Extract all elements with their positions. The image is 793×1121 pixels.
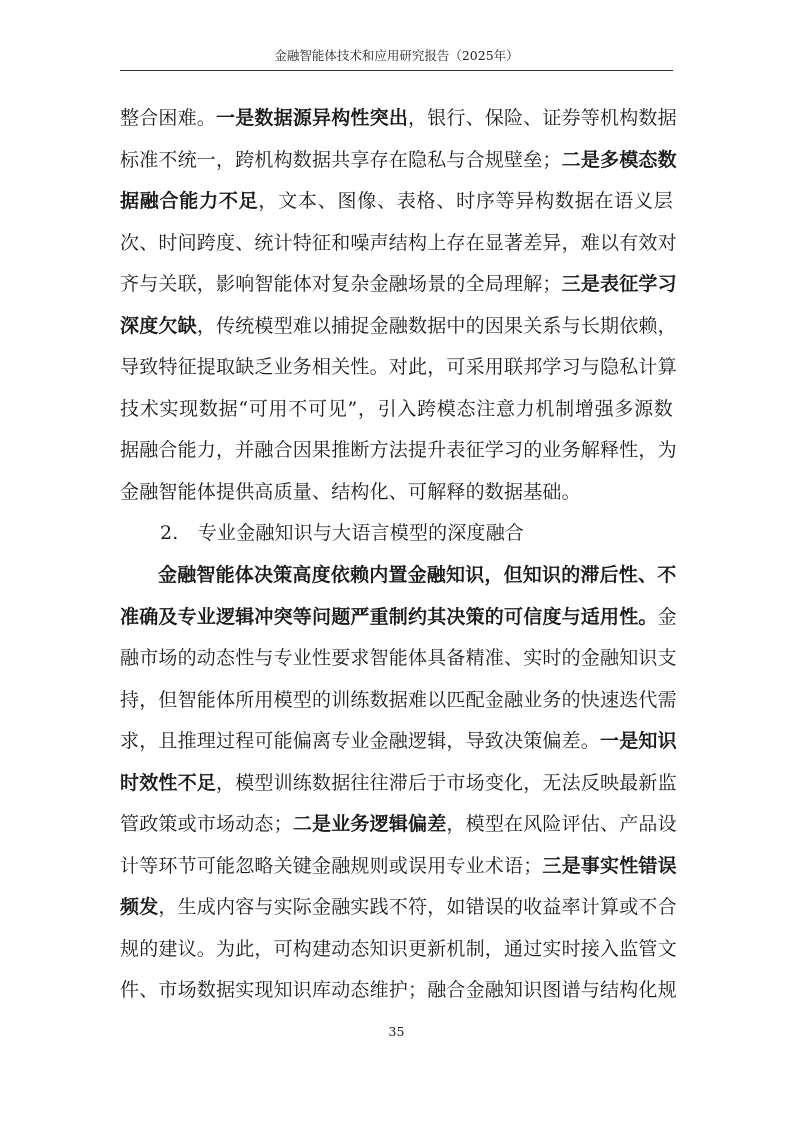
- bold-text: 二是多模态数: [561, 148, 677, 171]
- text-segment: 齐与关联，影响智能体对复杂金融场景的全局理解；: [120, 273, 562, 296]
- text-line: [120, 804, 677, 846]
- bold-text: 据融合能力不足: [120, 190, 259, 213]
- body-text: [120, 98, 677, 1012]
- text-segment: 整合困难。: [120, 107, 217, 129]
- text-line: [120, 306, 677, 348]
- text-line: [120, 597, 677, 639]
- text-segment: 2. 专业金融知识与大语言模型的深度融合: [160, 522, 525, 545]
- text-segment: 持，但智能体所用模型的训练数据难以匹配金融业务的快速迭代需: [120, 688, 677, 711]
- text-segment: 求，且推理过程可能偏离专业金融逻辑，导致决策偏差。: [120, 730, 601, 753]
- text-line: [120, 929, 677, 971]
- text-line: [120, 887, 677, 929]
- text-segment: 标准不统一，跨机构数据共享存在隐私与合规壁垒；: [120, 148, 562, 171]
- text-segment: 金融智能体提供高质量、结构化、可解释的数据基础。: [120, 480, 581, 503]
- bold-text: 金融智能体决策高度依赖内置金融知识，但知识的滞后性、不: [158, 564, 677, 587]
- text-line: [120, 638, 677, 680]
- text-line: [120, 181, 673, 223]
- text-segment: ，模型训练数据往往滞后于市场变化，无法反映最新监: [216, 771, 677, 794]
- text-segment: 次、时间跨度、统计特征和噪声结构上存在显著差异，难以有效对: [120, 231, 677, 254]
- text-segment: ，文本、图像、表格、时序等异构数据在语义层: [258, 190, 673, 213]
- text-line: [120, 555, 677, 597]
- text-segment: ，银行、保险、证券等机构数据: [408, 107, 677, 129]
- text-line: [120, 970, 677, 1012]
- bold-text: 准确及专业逻辑冲突等问题严重制约其决策的可信度与适用性。: [120, 605, 658, 628]
- text-line: [120, 98, 677, 140]
- text-line: [120, 680, 677, 722]
- bold-text: 二是业务逻辑偏差: [292, 813, 447, 836]
- text-line: [120, 223, 677, 265]
- text-line: [120, 846, 677, 888]
- text-segment: 融市场的动态性与专业性要求智能体具备精准、实时的金融知识支: [120, 647, 677, 670]
- text-line: [120, 264, 677, 306]
- text-segment: 据融合能力，并融合因果推断方法提升表征学习的业务解释性，为: [120, 439, 677, 462]
- bold-text: 深度欠缺: [120, 314, 197, 337]
- bold-text: 频发: [120, 896, 159, 919]
- page-number: 35: [388, 1024, 405, 1039]
- text-segment: ，传统模型难以捕捉金融数据中的因果关系与长期依赖，: [196, 314, 677, 337]
- text-segment: 金: [657, 605, 677, 628]
- text-segment: 管政策或市场动态；: [120, 813, 293, 836]
- bold-text: 三是事实性错误: [542, 854, 677, 877]
- header-divider: [120, 70, 673, 71]
- text-line: [120, 721, 677, 763]
- bold-text: 时效性不足: [120, 771, 217, 794]
- running-header: 金融智能体技术和应用研究报告（2025年）: [274, 48, 519, 63]
- text-segment: 规的建议。为此，可构建动态知识更新机制，通过实时接入监管文: [120, 937, 677, 960]
- text-line: [120, 472, 673, 514]
- text-segment: ，生成内容与实际金融实践不符，如错误的收益率计算或不合: [158, 896, 677, 919]
- text-segment: 技术实现数据“可用不可见”，引入跨模态注意力机制增强多源数: [120, 397, 673, 420]
- text-line: [120, 430, 677, 472]
- text-segment: 导致特征提取缺乏业务相关性。对此，可采用联邦学习与隐私计算: [120, 356, 677, 379]
- text-segment: 计等环节可能忽略关键金融规则或误用专业术语；: [120, 854, 543, 877]
- text-line: [120, 763, 677, 805]
- bold-text: 一是知识: [600, 730, 677, 753]
- text-segment: ，模型在风险评估、产品设: [446, 813, 677, 836]
- section-heading: [120, 513, 673, 555]
- text-segment: 件、市场数据实现知识库动态维护；融合金融知识图谱与结构化规: [120, 979, 677, 1002]
- text-line: [120, 389, 673, 431]
- bold-text: 一是数据源异构性突出: [216, 107, 409, 129]
- text-line: [120, 347, 677, 389]
- text-line: [120, 140, 677, 182]
- bold-text: 三是表征学习: [561, 273, 677, 296]
